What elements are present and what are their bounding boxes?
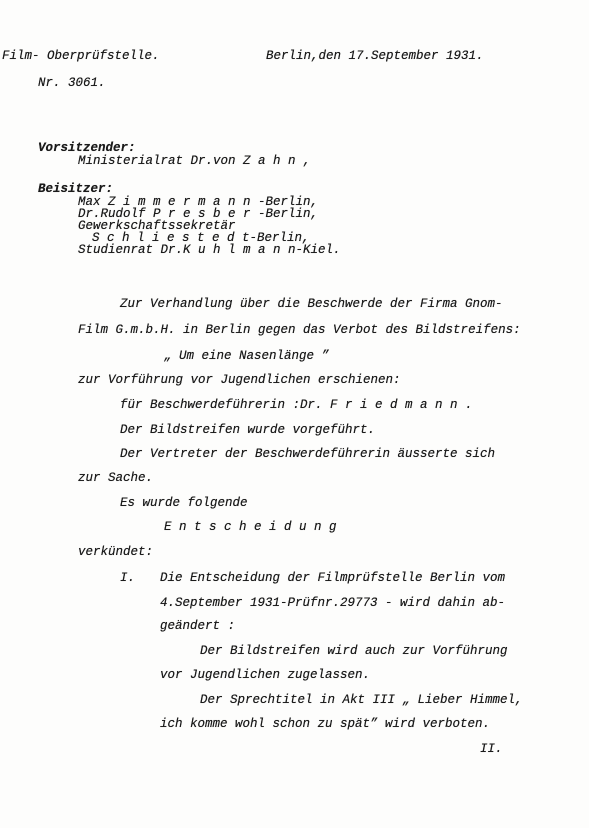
body-line-11: verkündet:	[78, 545, 154, 559]
body-line-9: Es wurde folgende	[120, 496, 248, 510]
place-date: Berlin,den 17.September 1931.	[266, 49, 484, 63]
assessor-4: Studienrat Dr.K u h l m a n n-Kiel.	[78, 243, 341, 257]
film-title: „ Um eine Nasenlänge ”	[164, 349, 330, 363]
body-line-6: Der Bildstreifen wurde vorgeführt.	[120, 423, 376, 437]
office-name: Film- Oberprüfstelle.	[2, 49, 160, 63]
assessor-2: Dr.Rudolf P r e s b e r -Berlin,	[78, 207, 319, 221]
chair-label: Vorsitzender:	[38, 141, 136, 155]
decision-heading: E n t s c h e i d u n g	[164, 520, 337, 534]
decision-line-6: Der Sprechtitel in Akt III „ Lieber Himmel,	[200, 693, 523, 707]
body-line-2: Film G.m.b.H. in Berlin gegen das Verbot des Bildstreifens:	[78, 323, 521, 337]
section-numeral: I.	[120, 571, 136, 585]
decision-line-5: vor Jugendlichen zugelassen.	[160, 668, 371, 682]
body-line-7: Der Vertreter der Beschwerdeführerin äusserte sich	[120, 447, 496, 461]
decision-line-3: geändert :	[160, 619, 236, 633]
body-line-4: zur Vorführung vor Jugendlichen erschienen:	[78, 373, 401, 387]
next-page-marker: II.	[480, 742, 503, 756]
decision-line-4: Der Bildstreifen wird auch zur Vorführung	[200, 644, 508, 658]
body-line-1: Zur Verhandlung über die Beschwerde der Firma Gnom-	[120, 297, 503, 311]
decision-line-7: ich komme wohl schon zu spät” wird verboten.	[160, 717, 491, 731]
chair-name: Ministerialrat Dr.von Z a h n ,	[78, 154, 311, 168]
decision-line-2: 4.September 1931-Prüfnr.29773 - wird dahin ab-	[160, 596, 506, 610]
body-line-8: zur Sache.	[78, 471, 154, 485]
decision-line-1: Die Entscheidung der Filmprüfstelle Berlin vom	[160, 571, 506, 585]
assessors-label: Beisitzer:	[38, 182, 114, 196]
file-number: Nr. 3061.	[38, 76, 106, 90]
assessor-3-name: S c h l i e s t e d t-Berlin,	[92, 231, 310, 245]
assessor-3-title: Gewerkschaftssekretär	[78, 219, 236, 233]
assessor-1: Max Z i m m e r m a n n -Berlin,	[78, 195, 319, 209]
complainant-counsel: für Beschwerdeführerin :Dr. F r i e d m a n n .	[120, 398, 473, 412]
